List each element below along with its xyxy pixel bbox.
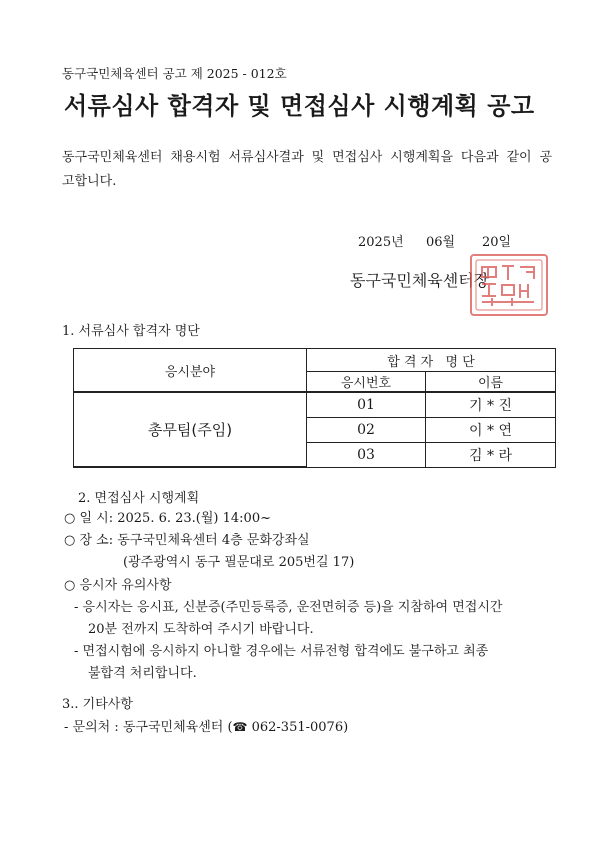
date-month: 06월: [426, 235, 456, 250]
date-day: 20일: [482, 235, 512, 250]
col-name-header: 이름: [426, 372, 556, 393]
note-2-line-a: - 면접시험에 응시하지 아니할 경우에는 서류전형 합격에도 불구하고 최종: [74, 644, 489, 659]
contact-line: [64, 716, 348, 735]
intro-paragraph: 동구국민체육센터 채용시험 서류심사결과 및 면접심사 시행계획을 다음과 같이 공고합니다.: [62, 150, 552, 189]
col-field-header: 응시분야: [74, 349, 307, 393]
note-2-line-b: 불합격 처리합니다.: [88, 666, 197, 681]
phone-icon: ☎: [232, 720, 248, 734]
applicant-number: 03: [307, 442, 426, 467]
section2-heading: 2. 면접심사 시행계획: [78, 491, 200, 506]
contact-phone: 062-351-0076): [247, 720, 349, 735]
applicant-name: 김 * 라: [426, 442, 556, 467]
interview-place: ○ 장 소: 동구국민체육센터 4층 문화강좌실: [64, 533, 310, 548]
official-seal-stamp: [468, 252, 550, 318]
note-1-line-b: 20분 전까지 도착하여 주시기 바랍니다.: [88, 622, 314, 637]
applicant-name: 기 * 진: [426, 392, 556, 417]
note-1-line-a: - 응시자는 응시표, 신분증(주민등록증, 운전면허증 등)을 지참하여 면접시간: [74, 600, 503, 615]
field-value: 총무팀(주임): [74, 392, 307, 467]
contact-prefix: - 문의처 : 동구국민체육센터 (: [64, 720, 233, 735]
col-number-header: 응시번호: [307, 372, 426, 393]
interview-address: (광주광역시 동구 필문대로 205번길 17): [123, 555, 355, 570]
applicant-name: 이 * 연: [426, 417, 556, 442]
organization-head: 동구국민체육센터장: [350, 271, 490, 290]
date-year: 2025년: [358, 235, 404, 250]
applicant-number: 01: [307, 392, 426, 417]
section1-heading: 1. 서류심사 합격자 명단: [62, 324, 200, 339]
notice-number: 동구국민체육센터 공고 제 2025 - 012호: [62, 66, 287, 81]
section3-heading: 3.. 기타사항: [62, 697, 133, 712]
applicant-number: 02: [307, 417, 426, 442]
col-group-header: 합 격 자 명 단: [307, 349, 556, 372]
page-title: 서류심사 합격자 및 면접심사 시행계획 공고: [64, 92, 535, 120]
passer-table: [73, 348, 556, 468]
notes-heading: ○ 응시자 유의사항: [64, 578, 172, 593]
interview-date: ○ 일 시: 2025. 6. 23.(월) 14:00~: [64, 511, 271, 526]
